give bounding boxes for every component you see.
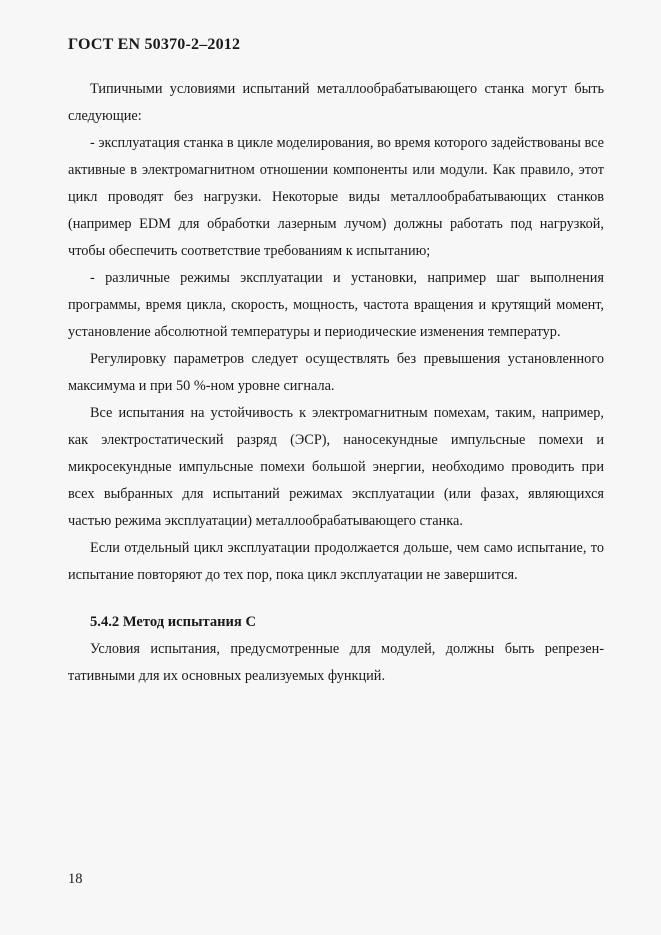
- paragraph: Все испытания на устойчивость к электромагнитным помехам, таким, например, как электростатический разряд (ЭСР), наносекундные импульсные помехи и микросекундные импульсные помехи большой энергии, необходимо проводить при всех выбранных для испытаний режимах эксплуатации (или фазах, являющихся частью режима эксплуатации) металлообрабатывающего станка.: [68, 405, 604, 529]
- paragraph: - эксплуатация станка в цикле моделирования, во время которого задействованы все активные в электромагнитном отношении компоненты или модули. Как правило, этот цикл проводят без нагрузки. Некоторые виды металлообрабатывающих станков (например EDM для обработки лазерным лучом) должны работать под нагрузкой, чтобы обеспечить соответствие требованиям к испытанию;: [68, 135, 604, 259]
- page-number: 18: [68, 871, 83, 887]
- paragraph: Условия испытания, предусмотренные для модулей, должны быть репрезентативными для их основных реализуемых функций.: [68, 641, 604, 684]
- paragraph: Если отдельный цикл эксплуатации продолжается дольше, чем само испытание, то испытание повторяют до тех пор, пока цикл эксплуатации не завершится.: [68, 540, 604, 583]
- paragraph: Типичными условиями испытаний металлообрабатывающего станка могут быть следующие:: [68, 81, 604, 124]
- paragraph: - различные режимы эксплуатации и установки, например шаг выполнения программы, время цикла, скорость, мощность, частота вращения и крутящий момент, установление абсолютной температуры и периодические изменения температур.: [68, 270, 604, 340]
- document-body: [68, 76, 604, 690]
- document-header: ГОСТ EN 50370-2–2012: [68, 36, 241, 53]
- section-heading: 5.4.2 Метод испытания С: [90, 614, 257, 630]
- paragraph: Регулировку параметров следует осуществлять без превышения установленного максимума и при 50 %-ном уровне сигнала.: [68, 351, 604, 394]
